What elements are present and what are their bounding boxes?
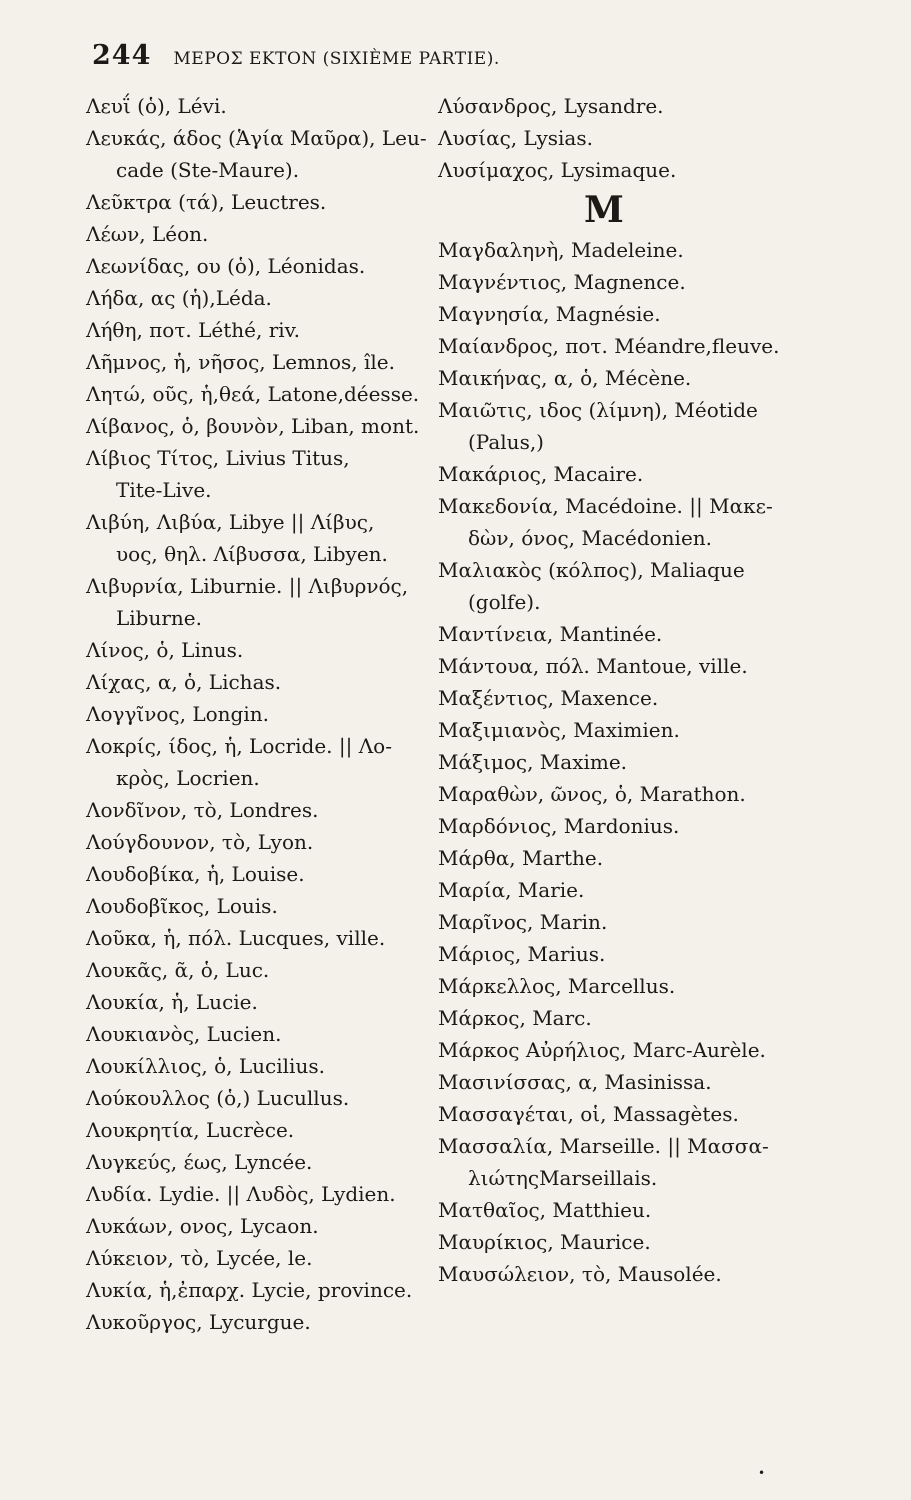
dictionary-entry: [438, 154, 808, 186]
dictionary-entry: [86, 954, 446, 986]
entry-continuation: λιώτηςMarseillais.: [468, 1166, 658, 1190]
dictionary-entry: [86, 1274, 446, 1306]
entry-text: Λογγῖνος, Longin.: [86, 702, 269, 726]
dictionary-entry: [438, 298, 808, 330]
entry-continuation: Liburne.: [116, 606, 202, 630]
entry-text: Λῆμνος, ἡ, νῆσος, Lemnos, île.: [86, 350, 395, 374]
dictionary-entry: [86, 506, 446, 570]
entry-text: Μασινίσσας, α, Masinissa.: [438, 1070, 712, 1094]
entry-text: Μασσαγέται, οἱ, Massagètes.: [438, 1102, 739, 1126]
dictionary-entry: [86, 122, 446, 186]
entry-continuation: δὼν, όνος, Macédonien.: [468, 526, 713, 550]
entry-continuation: Tite-Live.: [116, 478, 212, 502]
entry-text: Μάριος, Marius.: [438, 942, 606, 966]
dictionary-entry: [438, 554, 808, 618]
entry-text: Λυκία, ἡ,ἐπαρχ. Lycie, province.: [86, 1278, 413, 1302]
dictionary-entry: [438, 650, 808, 682]
dictionary-entry: [438, 458, 808, 490]
dictionary-entry: [438, 1034, 808, 1066]
entry-text: Μάρθα, Marthe.: [438, 846, 604, 870]
dictionary-entry: [86, 922, 446, 954]
dictionary-entry: [86, 282, 446, 314]
entry-text: Μαγδαληνὴ, Madeleine.: [438, 238, 684, 262]
dictionary-entry: [438, 714, 808, 746]
entry-text: Λύσανδρος, Lysandre.: [438, 94, 664, 118]
dictionary-entry: [86, 346, 446, 378]
entry-text: Μαυσώλειον, τὸ, Mausolée.: [438, 1262, 722, 1286]
dictionary-entry: [438, 842, 808, 874]
entry-text: Μαυρίκιος, Maurice.: [438, 1230, 651, 1254]
entry-text: Λουκρητία, Lucrèce.: [86, 1118, 295, 1142]
dictionary-entry: [86, 1146, 446, 1178]
dictionary-entry: [438, 394, 808, 458]
entry-text: Λουκίλλιος, ὁ, Lucilius.: [86, 1054, 325, 1078]
dictionary-entry: [86, 1114, 446, 1146]
entry-text: Μάρκος, Marc.: [438, 1006, 592, 1030]
entry-text: Λυγκεύς, έως, Lyncée.: [86, 1150, 313, 1174]
entry-continuation: κρὸς, Locrien.: [116, 766, 260, 790]
dictionary-entry: [86, 442, 446, 506]
dictionary-entry: [438, 1226, 808, 1258]
entry-text: Λύκειον, τὸ, Lycée, le.: [86, 1246, 313, 1270]
dictionary-entry: [438, 874, 808, 906]
entry-text: Λευΐ (ὁ), Lévi.: [86, 94, 227, 118]
section-letter: M: [584, 189, 624, 231]
entry-text: Λευκάς, άδος (Ἁγία Μαῦρα), Leu-: [86, 126, 427, 150]
dictionary-entry: [438, 682, 808, 714]
entry-text: Μάξιμος, Maxime.: [438, 750, 628, 774]
dictionary-entry: [438, 906, 808, 938]
entry-text: Λυκάων, ονος, Lycaon.: [86, 1214, 319, 1238]
dictionary-entry: [438, 618, 808, 650]
dictionary-entry: [86, 634, 446, 666]
dictionary-entry: [86, 1050, 446, 1082]
entry-text: Μαικήνας, α, ὁ, Mécène.: [438, 366, 692, 390]
entry-text: Λονδῖνον, τὸ, Londres.: [86, 798, 319, 822]
dictionary-entry: [438, 234, 808, 266]
dictionary-entry: [86, 698, 446, 730]
dictionary-entry: [86, 1082, 446, 1114]
entry-text: Μασσαλία, Marseille. || Μασσα-: [438, 1134, 769, 1158]
entry-text: Μαιῶτις, ιδος (λίμνη), Méotide: [438, 398, 758, 422]
dictionary-entry: [438, 90, 808, 122]
entry-text: Μαξέντιος, Maxence.: [438, 686, 659, 710]
dictionary-entry: [438, 330, 808, 362]
entry-text: Μαραθὼν, ῶνος, ὁ, Marathon.: [438, 782, 746, 806]
entry-text: Λούγδουνον, τὸ, Lyon.: [86, 830, 314, 854]
left-column: [86, 90, 446, 1338]
entry-text: Λυσίμαχος, Lysimaque.: [438, 158, 677, 182]
dictionary-entry: [86, 250, 446, 282]
entry-text: Λουκιανὸς, Lucien.: [86, 1022, 282, 1046]
entry-text: Λίχας, α, ὁ, Lichas.: [86, 670, 282, 694]
dictionary-entry: [438, 490, 808, 554]
page-number: 244: [92, 40, 152, 71]
dictionary-entry: [438, 1258, 808, 1290]
entry-text: Λεωνίδας, ου (ὁ), Léonidas.: [86, 254, 366, 278]
entry-continuation: cade (Ste-Maure).: [116, 158, 300, 182]
dictionary-entry: [438, 938, 808, 970]
entry-text: Μαγνησία, Magnésie.: [438, 302, 661, 326]
entry-text: Λιβυρνία, Liburnie. || Λιβυρνός,: [86, 574, 409, 598]
entry-text: Μαγνέντιος, Magnence.: [438, 270, 686, 294]
dictionary-entry: [86, 186, 446, 218]
entry-text: Λιβύη, Λιβύα, Libye || Λίβυς,: [86, 510, 375, 534]
entry-text: Μακάριος, Macaire.: [438, 462, 644, 486]
entry-text: Λήθη, ποτ. Léthé, riv.: [86, 318, 300, 342]
entry-text: Μαλιακὸς (κόλπος), Maliaque: [438, 558, 745, 582]
dictionary-entry: [86, 1178, 446, 1210]
entry-text: Λέων, Léon.: [86, 222, 209, 246]
dictionary-entry: [86, 666, 446, 698]
dictionary-entry: [438, 810, 808, 842]
entry-text: Μαξιμιανὸς, Maximien.: [438, 718, 680, 742]
dictionary-entry: [438, 266, 808, 298]
entry-text: Μακεδονία, Macédoine. || Μακε-: [438, 494, 773, 518]
dictionary-entry: [438, 746, 808, 778]
dictionary-entry: [86, 378, 446, 410]
dictionary-entry: [438, 1130, 808, 1194]
entry-text: Λίβανος, ὁ, βουνὸν, Liban, mont.: [86, 414, 420, 438]
dictionary-entry: [86, 90, 446, 122]
dictionary-entry: [86, 890, 446, 922]
entry-text: Λητώ, οῦς, ἡ,θεά, Latone,déesse.: [86, 382, 420, 406]
dictionary-entry: [86, 1306, 446, 1338]
page-header: [92, 40, 792, 76]
dictionary-entry: [86, 218, 446, 250]
entry-text: Μαρδόνιος, Mardonius.: [438, 814, 680, 838]
dictionary-entry: [438, 778, 808, 810]
dictionary-entry: [438, 1098, 808, 1130]
entry-text: Λουκία, ἡ, Lucie.: [86, 990, 258, 1014]
entry-text: Λυκοῦργος, Lycurgue.: [86, 1310, 311, 1334]
dictionary-entry: [438, 1002, 808, 1034]
entry-text: Μάρκος Αὐρήλιος, Marc-Aurèle.: [438, 1038, 766, 1062]
dictionary-entry: [86, 570, 446, 634]
entry-text: Λουδοβίκα, ἡ, Louise.: [86, 862, 305, 886]
entry-text: Μάντουα, πόλ. Mantoue, ville.: [438, 654, 748, 678]
entry-text: Λεῦκτρα (τά), Leuctres.: [86, 190, 327, 214]
dictionary-entry: [86, 1018, 446, 1050]
entry-text: Μαρία, Marie.: [438, 878, 585, 902]
running-head: ΜΕΡΟΣ ΕΚΤΟΝ (SIXIÈME PARTIE).: [173, 49, 500, 69]
dictionary-entry: [86, 1210, 446, 1242]
right-column: [438, 90, 808, 1290]
dictionary-entry: [86, 730, 446, 794]
dictionary-entry: [438, 362, 808, 394]
dictionary-entry: [86, 986, 446, 1018]
entry-text: Λοῦκα, ἡ, πόλ. Lucques, ville.: [86, 926, 386, 950]
entry-text: Λήδα, ας (ἡ),Léda.: [86, 286, 272, 310]
entry-text: Μαντίνεια, Mantinée.: [438, 622, 663, 646]
entry-text: Λουδοβῖκος, Louis.: [86, 894, 278, 918]
entry-text: Μαρῖνος, Marin.: [438, 910, 608, 934]
footer-mark: •: [758, 1466, 766, 1480]
entry-text: Λουκᾶς, ᾶ, ὁ, Luc.: [86, 958, 270, 982]
dictionary-entry: [86, 794, 446, 826]
dictionary-entry: [86, 858, 446, 890]
entry-text: Λίβιος Τίτος, Livius Titus,: [86, 446, 350, 470]
dictionary-entry: [438, 1066, 808, 1098]
entry-text: Ματθαῖος, Matthieu.: [438, 1198, 652, 1222]
dictionary-entry: [86, 314, 446, 346]
entry-text: Λούκουλλος (ὁ,) Lucullus.: [86, 1086, 350, 1110]
dictionary-entry: [86, 1242, 446, 1274]
entry-text: Λοκρίς, ίδος, ἡ, Locride. || Λο-: [86, 734, 392, 758]
dictionary-entry: [438, 1194, 808, 1226]
entry-continuation: (golfe).: [468, 590, 541, 614]
entry-text: Μαίανδρος, ποτ. Méandre,fleuve.: [438, 334, 780, 358]
entry-text: Μάρκελλος, Marcellus.: [438, 974, 676, 998]
entry-text: Λίνος, ὁ, Linus.: [86, 638, 244, 662]
dictionary-entry: [86, 410, 446, 442]
dictionary-entry: [86, 826, 446, 858]
dictionary-entry: [438, 970, 808, 1002]
entry-continuation: (Palus,): [468, 430, 544, 454]
dictionary-entry: [438, 122, 808, 154]
entry-text: Λυδία. Lydie. || Λυδὸς, Lydien.: [86, 1182, 396, 1206]
entry-text: Λυσίας, Lysias.: [438, 126, 593, 150]
entry-continuation: υος, θηλ. Λίβυσσα, Libyen.: [116, 542, 388, 566]
